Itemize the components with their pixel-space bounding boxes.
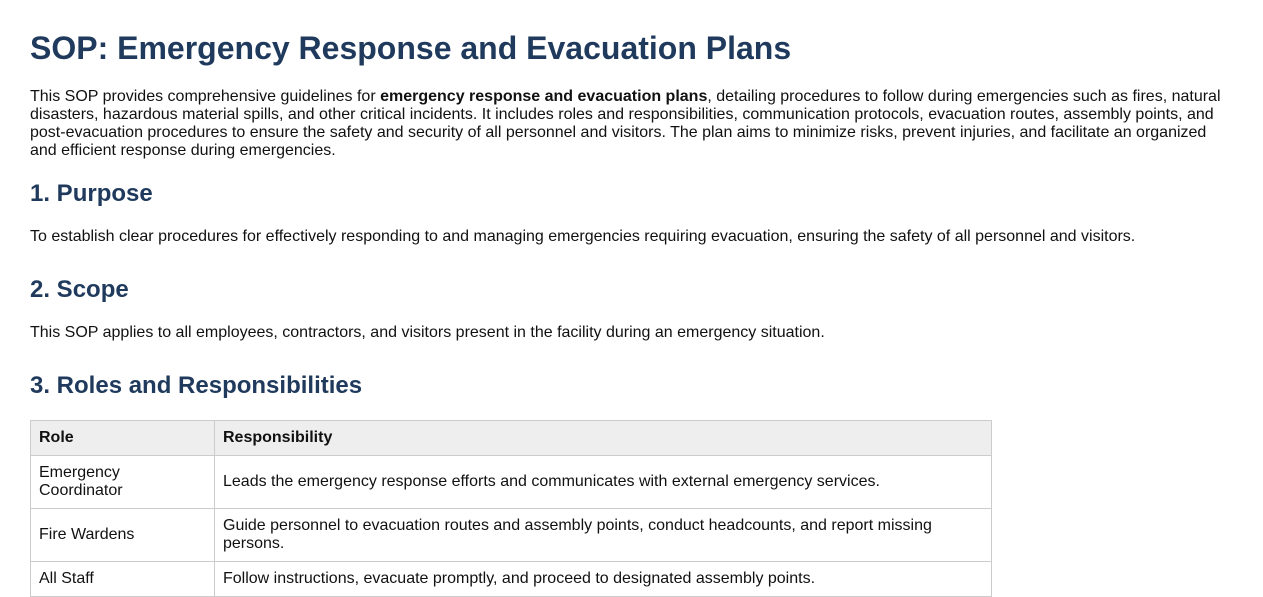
- page-title: SOP: Emergency Response and Evacuation Plans: [30, 30, 792, 66]
- scope-text: This SOP applies to all employees, contractors, and visitors present in the facility during an emergency situation.: [30, 324, 825, 341]
- table-row: [31, 509, 992, 562]
- intro-text-end: , detailing procedures to follow during emergencies such as fires, natural disasters, hazardous material spills, and other critical incidents. It includes roles and responsibilities, communication protocols, evacuation routes, assembly points, and post-evacuation procedures to ensure the safety and security of all personnel and visitors. The plan aims to minimize risks, prevent injuries, and facilitate an organized and efficient response during emergencies.: [30, 88, 1221, 159]
- responsibility-cell: Guide personnel to evacuation routes and assembly points, conduct headcounts, and report missing persons.: [215, 509, 992, 562]
- section-heading-scope: 2. Scope: [30, 276, 129, 303]
- table-row: [31, 562, 992, 597]
- role-cell: Emergency Coordinator: [31, 456, 215, 509]
- role-cell: Fire Wardens: [31, 509, 215, 562]
- table-header-row: [31, 421, 992, 456]
- column-header-responsibility: Responsibility: [215, 421, 992, 456]
- table-row: [31, 456, 992, 509]
- intro-paragraph: [30, 88, 1230, 160]
- role-cell: All Staff: [31, 562, 215, 597]
- purpose-text: To establish clear procedures for effectively responding to and managing emergencies requiring evacuation, ensuring the safety of all personnel and visitors.: [30, 228, 1136, 245]
- section-heading-roles: 3. Roles and Responsibilities: [30, 372, 363, 399]
- responsibility-cell: Follow instructions, evacuate promptly, and proceed to designated assembly points.: [215, 562, 992, 597]
- section-heading-purpose: 1. Purpose: [30, 180, 153, 207]
- column-header-role: Role: [31, 421, 215, 456]
- responsibility-cell: Leads the emergency response efforts and communicates with external emergency services.: [215, 456, 992, 509]
- intro-text-start: This SOP provides comprehensive guidelines for: [30, 88, 381, 105]
- roles-table: [30, 420, 992, 597]
- intro-text-bold: emergency response and evacuation plans: [380, 88, 708, 105]
